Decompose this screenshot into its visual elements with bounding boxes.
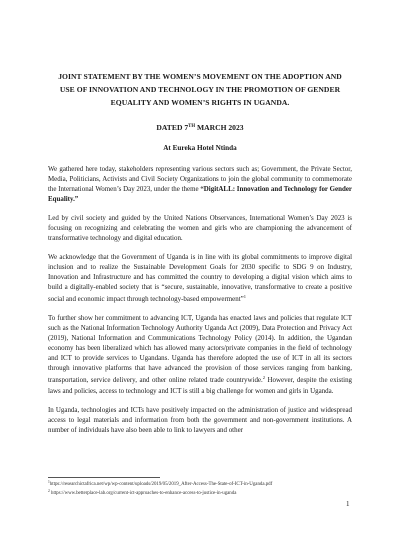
- paragraph-2: Led by civil society and guided by the United Nations Observances, International Women’s Day 2023 is focusing on recognizing and celebrating the women and girls who are championing the advancement of transformative technology and digital education.: [48, 213, 352, 242]
- footnote-2-number: 2: [48, 489, 50, 493]
- paragraph-3-text: We acknowledge that the Government of Uganda is in line with its global commitments to improve digital inclusion and to realize the Sustainable Development Goals for 2030 specific to SDG 9 on Industry, Innovation and Infrastructure and has committed the country to developing a digital vision which aims to build a digitally-enabled society that is “secure, sustainable, innovative, transformative to create a positive social and economic impact through technology-based empowerment”: [48, 252, 352, 304]
- paragraph-4: [48, 313, 352, 395]
- date-prefix: DATED 7: [156, 122, 189, 132]
- footnote-1-link[interactable]: https://researchictafrica.net/wp/wp-content/uploads/2019/05/2019_After-Access-The-State-of-ICT-in-Uganda.pdf: [49, 482, 273, 487]
- footnote-ref-2[interactable]: 2: [262, 375, 265, 381]
- paragraph-3: [48, 252, 352, 304]
- footnotes: [48, 479, 358, 497]
- date-rest: MARCH 2023: [195, 122, 244, 132]
- footnote-2: [48, 488, 358, 497]
- statement-venue: At Eureka Hotel Ntinda: [163, 143, 237, 152]
- paragraph-4-after: However, despite the existing laws and policies, access to technology and ICT is still a big challenge for women and girls in Uganda.: [48, 376, 353, 395]
- footnote-ref-1[interactable]: 1: [243, 294, 246, 300]
- footnote-divider: [48, 477, 160, 478]
- footnote-2-link[interactable]: https://www.betterplace-lab.org/current-ict-approaches-to-enhance-access-to-justice-in-uganda: [49, 491, 237, 496]
- page-number: 1: [346, 500, 350, 508]
- footnote-1: [48, 479, 358, 488]
- paragraph-1: [48, 164, 352, 204]
- statement-title: JOINT STATEMENT BY THE WOMEN’S MOVEMENT ON THE ADOPTION AND USE OF INNOVATION AND TECHNOLOGY IN THE PROMOTION OF GENDER EQUALITY AND WOMEN’S RIGHTS IN UGANDA.: [58, 72, 342, 108]
- paragraph-1-text: We gathered here today, stakeholders representing various sectors such as; Government, the Private Sector, Media, Politicians, Activists and Civil Society Organizations to join the global community to commemorate the International Women’s Day 2023, under the theme: [48, 164, 352, 193]
- paragraph-5: In Uganda, technologies and ICTs have positively impacted on the administration of justice and widespread access to legal materials and information from both the government and non-government institutions. A number of individuals have also been able to link to lawyers and other: [48, 405, 352, 434]
- footnote-1-number: 1: [48, 480, 50, 484]
- date-ordinal-suffix: TH: [188, 123, 196, 129]
- paragraph-1-theme: “DigitALL: Innovation and Technology for Gender Equality.”: [48, 184, 353, 203]
- paragraph-4-text: To further show her commitment to advancing ICT, Uganda has enacted laws and policies that regulate ICT such as the National Information Technology Authority Uganda Act (2009), Data Protection and Privacy Act (2019), National Information and Communications Technology Policy (2014). In addition, the Ugandan economy has been liberalized which has allowed many actors/private companies in the field of technology and ICT to provide services to Ugandans. Uganda has therefore adopted the use of ICT in all its sectors through innovative platforms that have advanced the provision of those services ranging from banking, transportation, service delivery, and other online related trade countrywide.: [48, 314, 352, 385]
- statement-date: [48, 122, 352, 133]
